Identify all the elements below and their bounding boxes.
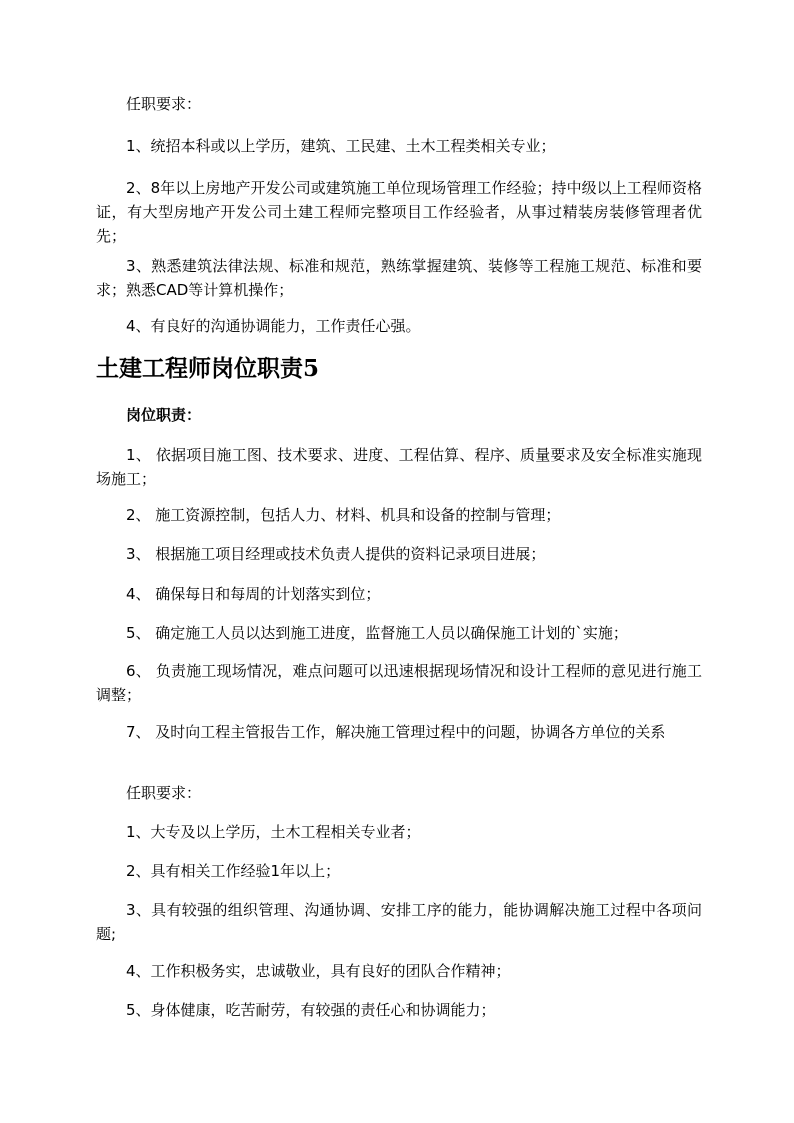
duty-item: 5、 确定施工人员以达到施工进度，监督施工人员以确保施工计划的`实施； [126, 624, 628, 642]
requirement-item: 3、具有较强的组织管理、沟通协调、安排工序的能力，能协调解决施工过程中各项问题; [96, 901, 702, 943]
duty-item: 3、 根据施工项目经理或技术负责人提供的资料记录项目进展； [126, 545, 546, 563]
requirements-heading: 任职要求： [126, 95, 202, 113]
duty-item: 2、 施工资源控制，包括人力、材料、机具和设备的控制与管理； [126, 506, 561, 524]
duties-heading: 岗位职责： [126, 406, 202, 424]
requirement-item: 1、大专及以上学历，土木工程相关专业者； [126, 823, 421, 841]
requirement-item: 2、8年以上房地产开发公司或建筑施工单位现场管理工作经验；持中级以上工程师资格证，有大型房地产开发公司土建工程师完整项目工作经验者，从事过精装房装修管理者优先； [96, 179, 702, 245]
requirement-item: 1、统招本科或以上学历，建筑、工民建、土木工程类相关专业； [126, 137, 556, 155]
duty-item: 7、 及时向工程主管报告工作，解决施工管理过程中的问题，协调各方单位的关系 [126, 723, 666, 741]
requirements-heading: 任职要求： [126, 784, 202, 802]
duty-item: 6、 负责施工现场情况，难点问题可以迅速根据现场情况和设计工程师的意见进行施工调整； [96, 662, 702, 704]
duty-item: 4、 确保每日和每周的计划落实到位； [126, 585, 381, 603]
requirement-item: 4、工作积极务实，忠诚敬业，具有良好的团队合作精神； [126, 962, 511, 980]
requirement-item: 5、身体健康，吃苦耐劳，有较强的责任心和协调能力； [126, 1001, 496, 1019]
requirement-item: 2、具有相关工作经验1年以上； [126, 862, 341, 880]
duty-item: 1、 依据项目施工图、技术要求、进度、工程估算、程序、质量要求及安全标准实施现场施工； [96, 446, 702, 488]
section-title: 土建工程师岗位职责5 [96, 355, 320, 382]
requirement-item: 4、有良好的沟通协调能力，工作责任心强。 [126, 317, 421, 335]
requirement-item: 3、熟悉建筑法律法规、标准和规范，熟练掌握建筑、装修等工程施工规范、标准和要求；熟悉CAD等计算机操作； [96, 257, 702, 299]
